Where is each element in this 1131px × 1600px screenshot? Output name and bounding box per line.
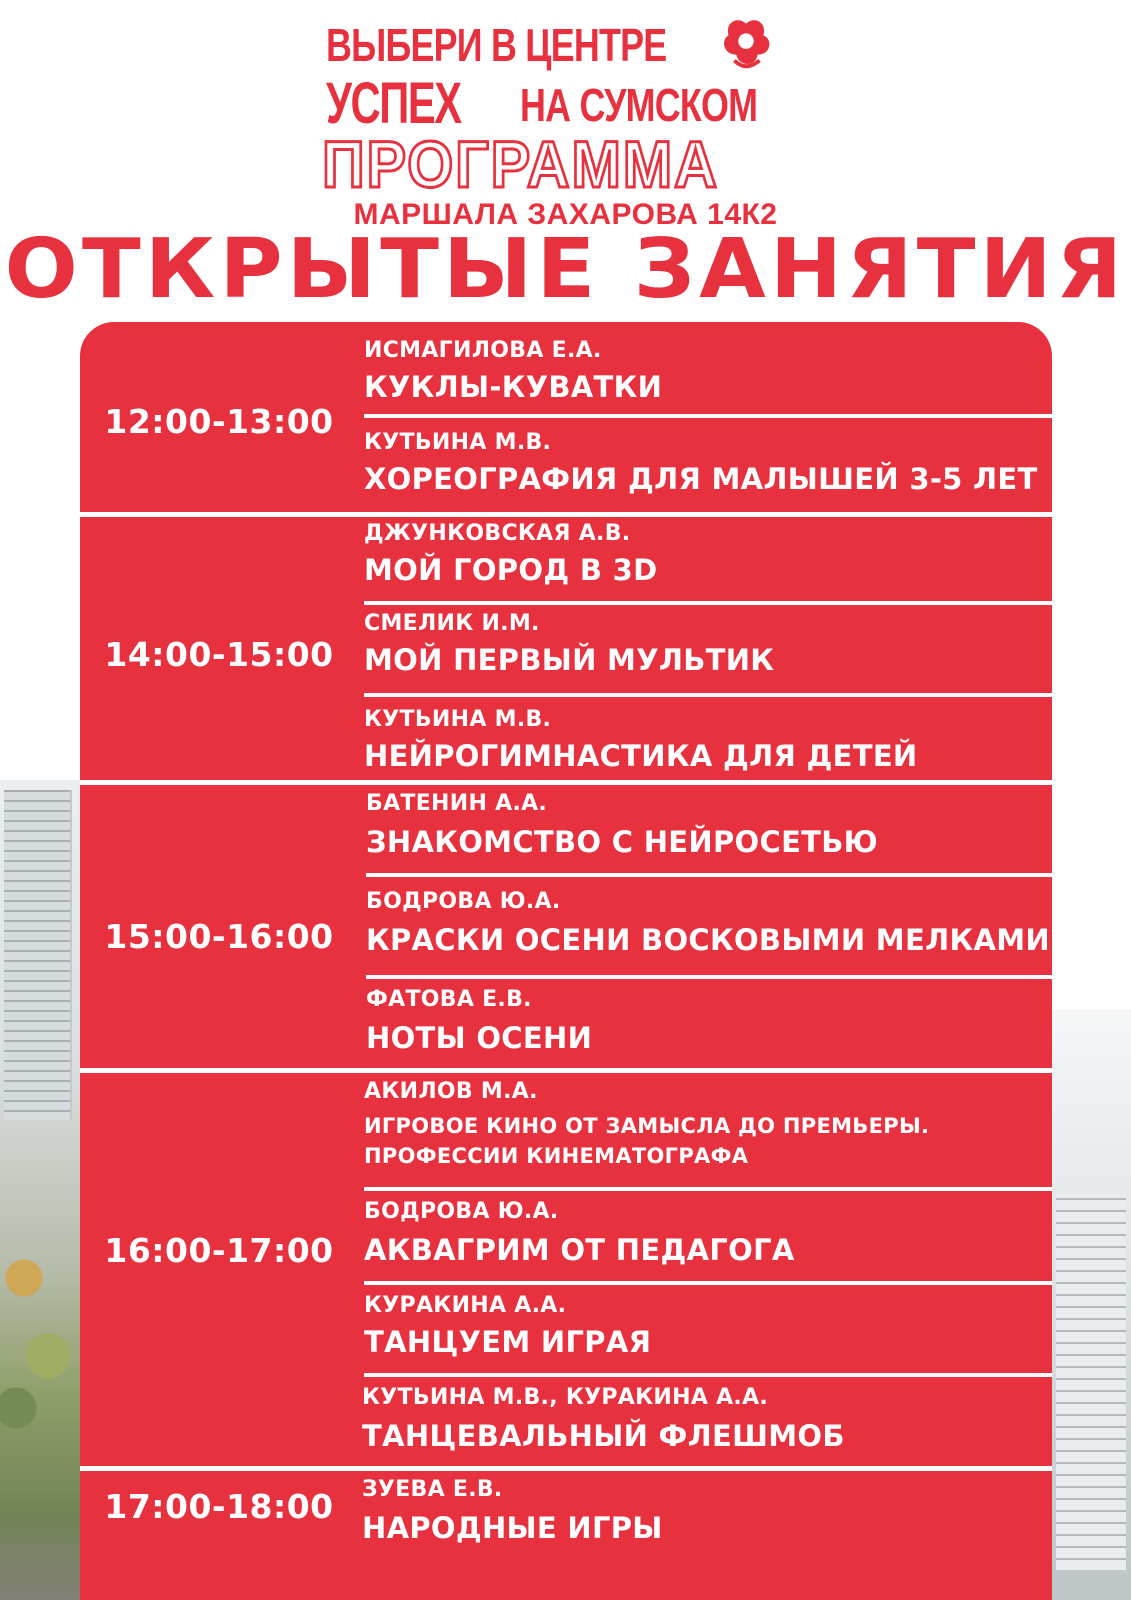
page-title: ОТКРЫТЫЕ ЗАНЯТИЯ (4, 222, 1127, 317)
teacher-name: ИСМАГИЛОВА Е.А. (364, 338, 602, 363)
course-name: ТАНЦУЕМ ИГРАЯ (364, 1325, 652, 1359)
course-name: АКВАГРИМ ОТ ПЕДАГОГА (364, 1233, 795, 1267)
schedule-item (366, 785, 1052, 877)
course-name: ХОРЕОГРАФИЯ ДЛЯ МАЛЫШЕЙ 3-5 ЛЕТ (364, 462, 1038, 496)
course-name: ТАНЦЕВАЛЬНЫЙ ФЛЕШМОБ (362, 1419, 845, 1453)
schedule-item (366, 877, 1052, 979)
course-name-line-2: ПРОФЕССИИ КИНЕМАТОГРАФА (364, 1144, 749, 1168)
logo-line-1: ВЫБЕРИ В ЦЕНТРЕ (326, 19, 667, 71)
schedule-item (364, 1285, 1052, 1377)
time-label: 15:00-16:00 (104, 917, 334, 956)
teacher-name: ДЖУНКОВСКАЯ А.В. (364, 521, 631, 546)
teacher-name: КУТЬИНА М.В. (364, 707, 552, 732)
time-slot (80, 780, 1052, 1073)
flower-icon (717, 16, 775, 74)
time-slot (80, 322, 1052, 512)
course-name: МОЙ ГОРОД В 3D (364, 553, 658, 587)
teacher-name: КУТЬИНА М.В. (364, 430, 552, 455)
course-name: НАРОДНЫЕ ИГРЫ (362, 1511, 663, 1545)
time-label: 16:00-17:00 (104, 1231, 334, 1270)
logo-line-2a: УСПЕХ (326, 71, 461, 136)
time-slot (80, 1068, 1052, 1471)
schedule-table (80, 322, 1052, 1600)
header (0, 0, 1131, 317)
building-image (4, 790, 72, 1120)
teacher-name: АКИЛОВ М.А. (364, 1079, 538, 1104)
course-name-line-1: ИГРОВОЕ КИНО ОТ ЗАМЫСЛА ДО ПРЕМЬЕРЫ. (364, 1114, 930, 1138)
teacher-name: КУРАКИНА А.А. (364, 1293, 567, 1318)
address: МАРШАЛА ЗАХАРОВА 14К2 (353, 198, 778, 231)
teacher-name: СМЕЛИК И.М. (364, 611, 540, 636)
course-name: КРАСКИ ОСЕНИ ВОСКОВЫМИ МЕЛКАМИ (366, 923, 1050, 957)
course-name: МОЙ ПЕРВЫЙ МУЛЬТИК (364, 643, 775, 677)
trees-image (0, 1200, 80, 1460)
logo (320, 14, 820, 201)
schedule-item (364, 418, 1052, 512)
time-label: 14:00-15:00 (104, 635, 334, 674)
schedule-item (364, 322, 1052, 418)
teacher-name: БОДРОВА Ю.А. (366, 889, 561, 914)
logo-line-3: ПРОГРАММА (322, 127, 719, 201)
teacher-name: ЗУЕВА Е.В. (362, 1477, 503, 1502)
course-name: НОТЫ ОСЕНИ (366, 1021, 593, 1055)
schedule-item (364, 1073, 1052, 1191)
schedule-item (366, 979, 1052, 1073)
time-slot (80, 512, 1052, 785)
city-background-left (0, 780, 80, 1600)
time-label: 12:00-13:00 (104, 402, 334, 441)
course-name: ЗНАКОМСТВО С НЕЙРОСЕТЬЮ (366, 825, 879, 859)
schedule-item (362, 1377, 1052, 1471)
schedule-item (364, 697, 1052, 785)
teacher-name: ФАТОВА Е.В. (366, 987, 532, 1012)
teacher-name: КУТЬИНА М.В., КУРАКИНА А.А. (362, 1385, 769, 1410)
building-image (1056, 1190, 1126, 1570)
course-name: НЕЙРОГИМНАСТИКА ДЛЯ ДЕТЕЙ (364, 739, 918, 773)
time-label: 17:00-18:00 (104, 1487, 334, 1526)
teacher-name: БОДРОВА Ю.А. (364, 1199, 559, 1224)
city-background-right (1050, 1010, 1131, 1600)
teacher-name: БАТЕНИН А.А. (366, 791, 548, 816)
schedule-item (364, 517, 1052, 605)
schedule-item (364, 605, 1052, 697)
time-slot (80, 1466, 1052, 1600)
course-name: КУКЛЫ-КУВАТКИ (364, 370, 663, 404)
schedule-item (362, 1471, 1052, 1571)
schedule-item (364, 1191, 1052, 1285)
logo-line-2b: НА СУМСКОМ (520, 79, 758, 131)
